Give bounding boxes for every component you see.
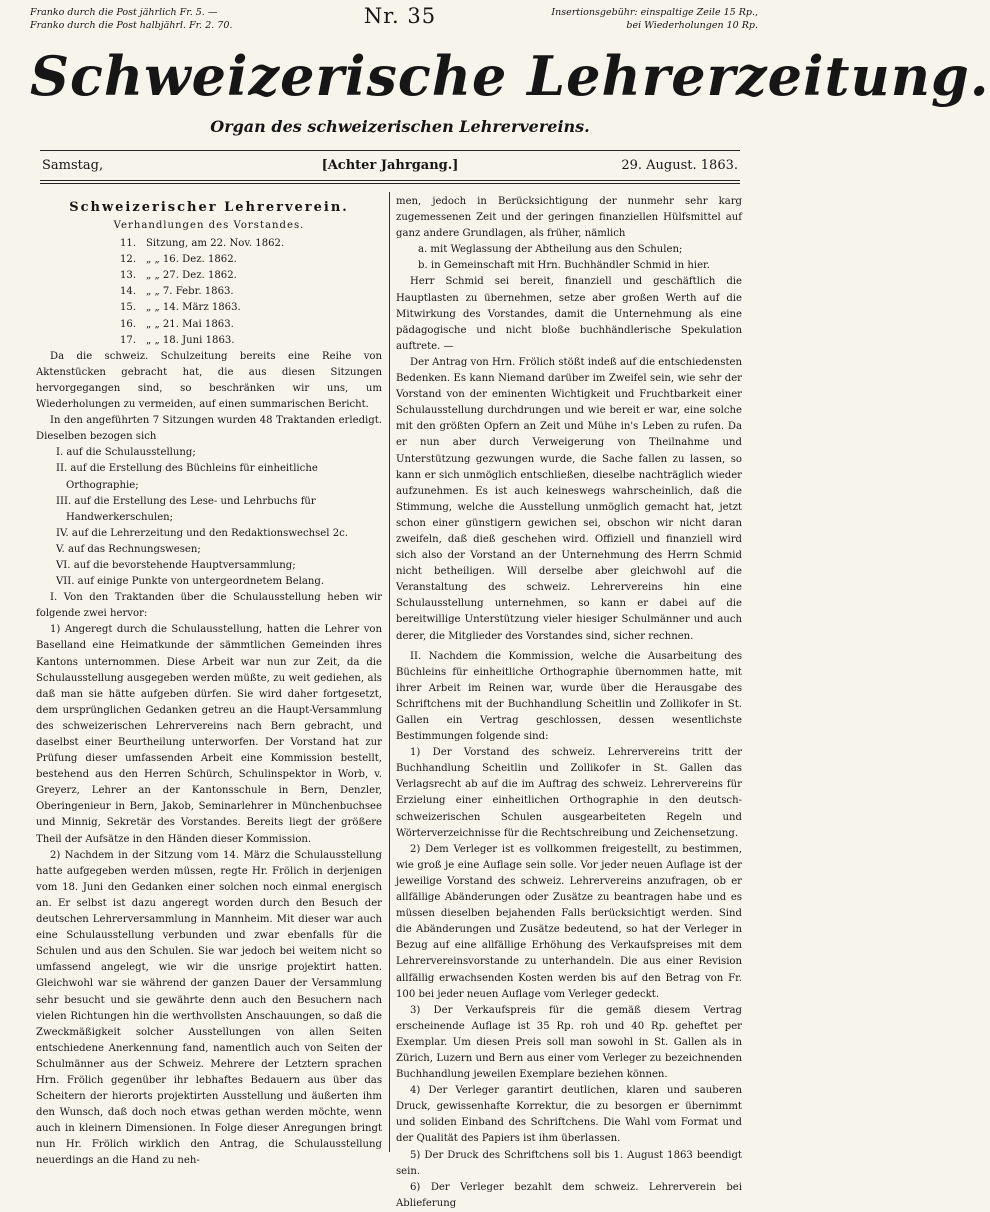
contract-clause-5: 5) Der Druck des Schriftchens soll bis 1. August 1863 beendigt sein.: [396, 1149, 742, 1177]
ad-rate-line: Insertionsgebühr: einspaltige Zeile 15 Rp.,: [551, 7, 758, 18]
session-item: 17. „ „ 18. Juni 1863.: [120, 334, 235, 346]
section-title: Schweizerischer Lehrerverein.: [69, 200, 349, 215]
agenda-item: V. auf das Rechnungswesen;: [56, 543, 201, 555]
paragraph-item-2: 2) Nachdem in der Sitzung vom 14. März die Schulausstellung hatte aufgegeben werden müssen, regte Hr. Frölich in derjenigen vom 18. Juni den Gedanken einer solchen noch einmal energisch an. Er selbst ist dazu angeregt worden durch den Besuch der deutschen Lehrerversammlung in Mannheim. Mit dieser war auch eine Schulausstellung verbunden und zwar ebenfalls für die Schulen und aus den Schulen. Sie war jedoch bei weitem nicht so umfassend angelegt, wie wir die unsrige projektirt hatten. Gleichwohl war sie während der ganzen Dauer der Versammlung sehr besucht und sie gewährte denn auch den Besuchern nach vielen Richtungen hin die werthvollsten Anschauungen, so daß die Zweckmäßigkeit solcher Ausstellungen von allen Seiten entschiedene Anerkennung fand, namentlich auch von Seiten der Schulmänner aus der Schweiz. Mehrere der Letztern sprachen Hrn. Frölich gegenüber ihr lebhaftes Bedauern aus über das Scheitern der hierorts projektirten Ausstellung und äußerten ihm den Wunsch, daß doch noch etwas gethan werden möchte, wenn auch in kleinern Dimensionen. In Folge dieser Anregungen bringt nun Hr. Frölich wirklich den Antrag, die Schulausstellung neuerdings an die Hand zu neh-: [36, 849, 382, 1167]
price-line-halfyear: Franko durch die Post halbjährl. Fr. 2. 70.: [30, 20, 233, 31]
masthead-title: Schweizerische Lehrerzeitung.: [30, 44, 990, 108]
session-list: [120, 236, 382, 349]
agenda-item: VII. auf einige Punkte von untergeordnetem Belang.: [56, 576, 325, 588]
volume-label: [Achter Jahrgang.]: [321, 158, 459, 173]
price-line-annual: Franko durch die Post jährlich Fr. 5. —: [30, 7, 218, 18]
bottom-rule-thin: [40, 183, 740, 184]
session-item: 16. „ „ 21. Mai 1863.: [120, 318, 234, 330]
option-item: a. mit Weglassung der Abtheilung aus den Schulen;: [418, 244, 683, 256]
session-item: 14. „ „ 7. Febr. 1863.: [120, 286, 234, 298]
session-item: 15. „ „ 14. März 1863.: [120, 302, 241, 314]
agenda-item: VI. auf die bevorstehende Hauptversammlung;: [56, 559, 296, 571]
contract-clause-4: 4) Der Verleger garantirt deutlichen, klaren und sauberen Druck, gewissenhafte Korrektur, die zu besorgen er übernimmt und soliden Einband des Schriftchens. Die Wahl vom Format und der Qualität des Papiers ist ihm überlassen.: [396, 1085, 742, 1145]
agenda-item: I. auf die Schulausstellung;: [56, 447, 196, 459]
paragraph-section-II: II. Nachdem die Kommission, welche die Ausarbeitung des Büchleins für einheitliche Orthographie übernommen hatte, mit ihrer Arbeit im Reinen war, wurde über die Herausgabe des Schriftchens mit der Buchhandlung Scheitlin und Zollikofer in St. Gallen ein Vertrag geschlossen, dessen wesentlichste Bestimmungen folgende sind:: [396, 650, 742, 743]
agenda-item: IV. auf die Lehrerzeitung und den Redaktionswechsel 2c.: [56, 527, 348, 539]
paragraph-schmid: Herr Schmid sei bereit, finanziell und geschäftlich die Hauptlasten zu übernehmen, setze aber großen Werth auf die Mitwirkung des Vorstandes, damit die Unternehmung als eine pädagogische und nicht bloße buchhändlerische Spekulation auftrete. —: [396, 276, 742, 352]
right-column: [396, 194, 742, 1212]
ad-repeat-line: bei Wiederholungen 10 Rp.: [626, 20, 758, 31]
paragraph-antrag: Der Antrag von Hrn. Frölich stößt indeß auf die entschiedensten Bedenken. Es kann Niemand darüber im Zweifel sein, wie sehr der Vorstand von der eminenten Wichtigkeit und Fruchtbarkeit einer Schulausstellung durchdrungen und wie bereit er war, eine solche mit den größten Opfern an Zeit und Mühe in's Leben zu rufen. Da er nun aber durch Verweigerung von Theilnahme und Unterstützung gezwungen wurde, die Sache fallen zu lassen, so kann er sich unmöglich entschließen, dieselbe nachträglich wieder aufzunehmen. Es ist auch keineswegs wahrscheinlich, daß die Stimmung, welche die Ausstellung unmöglich gemacht hat, jetzt schon einer günstigern gewichen sei, obschon wir nicht daran zweifeln, daß dieß geschehen wird. Offiziell und finanziell wird sich also der Vorstand an der Unternehmung des Herrn Schmid nicht betheiligen. Will derselbe aber gleichwohl auf die Veranstaltung des schweiz. Lehrervereins hin eine Schulausstellung unternehmen, so kann er dabei auf die bereitwillige Unterstützung vieler hiesiger Schulmänner und auch derer, die Mitglieder des Vorstandes sind, sicher rechnen.: [396, 356, 742, 642]
contract-clause-1: 1) Der Vorstand des schweiz. Lehrervereins tritt der Buchhandlung Scheitlin und Zollikofer in St. Gallen das Verlagsrecht ab auf die im Auftrag des schweiz. Lehrervereins für Erzielung einer einheitlichen Orthographie in den deutsch-schweizerischen Schulen ausgearbeiteten Regeln und Wörterverzeichnisse für die Rechtschreibung und Zeichensetzung.: [396, 747, 742, 839]
agenda-item: II. auf die Erstellung des Büchleins für einheitliche Orthographie;: [56, 463, 318, 491]
session-item: 12. „ „ 16. Dez. 1862.: [120, 254, 237, 266]
session-item: 11. Sitzung, am 22. Nov. 1862.: [120, 238, 285, 250]
advertising-rates: [551, 6, 758, 32]
option-item: b. in Gemeinschaft mit Hrn. Buchhändler Schmid in hier.: [418, 260, 710, 272]
issue-date: 29. August. 1863.: [621, 158, 738, 173]
issue-number: Nr. 35: [363, 4, 437, 28]
session-item: 13. „ „ 27. Dez. 1862.: [120, 270, 237, 282]
contract-clause-3: 3) Der Verkaufspreis für die gemäß diesem Vertrag erscheinende Auflage ist 35 Rp. roh und 40 Rp. geheftet per Exemplar. Um diesen Preis soll man sowohl in St. Gallen als in Zürich, Luzern und Bern aus einer vom Verleger zu bezeichnenden Buchhandlung jeweilen Exemplare beziehen können.: [396, 1004, 742, 1081]
issue-day: Samstag,: [42, 158, 104, 173]
column-divider: [389, 192, 390, 1152]
paragraph-continuation: men, jedoch in Berücksichtigung der nunmehr sehr karg zugemessenen Zeit und der geringen finanziellen Hülfsmittel auf ganz andere Grundlagen, als früher, nämlich: [396, 196, 742, 240]
paragraph-item-1: 1) Angeregt durch die Schulausstellung, hatten die Lehrer von Baselland eine Heimatkunde der sämmtlichen Gemeinden ihres Kantons unternommen. Diese Arbeit war nun zur Zeit, da die Schulausstellung ausgegeben werden müßte, zu weit gediehen, als daß man sie hätte aufgeben dürfen. Sie wird daher fortgesetzt, dem ursprünglichen Gedanken getreu an die Haupt-Versammlung des schweizerischen Lehrervereins nach Bern gebracht, und daselbst einer Beurtheilung unterworfen. Der Vorstand hat zur Prüfung dieser umfassenden Arbeit eine Kommission bestellt, bestehend aus den Herren Schürch, Schulinspektor in Worb, v. Greyerz, Lehrer an der Kantonsschule in Bern, Denzler, Oberingenieur in Bern, Jakob, Seminarlehrer in Münchenbuchsee und Minnig, Sekretär des Vorstandes. Bereits liegt der größere Theil der Aufsätze in den Händen dieser Kommission.: [36, 624, 382, 845]
agenda-list: [36, 445, 382, 590]
masthead-subtitle: Organ des schweizerischen Lehrervereins.: [210, 117, 590, 136]
contract-clause-2: 2) Dem Verleger ist es vollkommen freigestellt, zu bestimmen, wie groß je eine Auflage sein solle. Vor jeder neuen Auflage ist der jeweilige Vorstand des schweiz. Lehrervereins anzufragen, ob er allfällige Abänderungen oder Zusätze zu beantragen habe und es müssen dieselben bejahenden Falls berücksichtigt werden. Sind die Abänderungen und Zusätze bedeutend, so hat der Verleger in Bezug auf eine allfällige Erhöhung des Verkaufspreises mit dem Lehrervereinsvorstande zu unterhandeln. Die aus einer Revision allfällig erwachsenden Kosten werden bis auf den Betrag von Fr. 100 bei jeder neuen Auflage vom Verleger gedeckt.: [396, 843, 742, 1000]
options-list: [396, 242, 742, 274]
paragraph-intro: Da die schweiz. Schulzeitung bereits eine Reihe von Aktenstücken gebracht hat, die aus diesen Sitzungen hervorgegangen sind, so beschränken wir uns, um Wiederholungen zu vermeiden, auf einen summarischen Bericht.: [36, 350, 382, 411]
bottom-rule: [40, 180, 740, 181]
agenda-item: III. auf die Erstellung des Lese- und Lehrbuchs für Handwerkerschulen;: [56, 495, 316, 523]
paragraph-section-I: I. Von den Traktanden über die Schulausstellung heben wir folgende zwei hervor:: [36, 592, 382, 620]
paragraph-sessions: In den angeführten 7 Sitzungen wurden 48 Traktanden erledigt. Dieselben bezogen sich: [36, 415, 382, 443]
top-rule: [40, 150, 740, 151]
section-subtitle: Verhandlungen des Vorstandes.: [113, 220, 305, 231]
left-column: [36, 194, 382, 1170]
contract-clause-6: 6) Der Verleger bezahlt dem schweiz. Lehrerverein bei Ablieferung: [396, 1181, 742, 1209]
